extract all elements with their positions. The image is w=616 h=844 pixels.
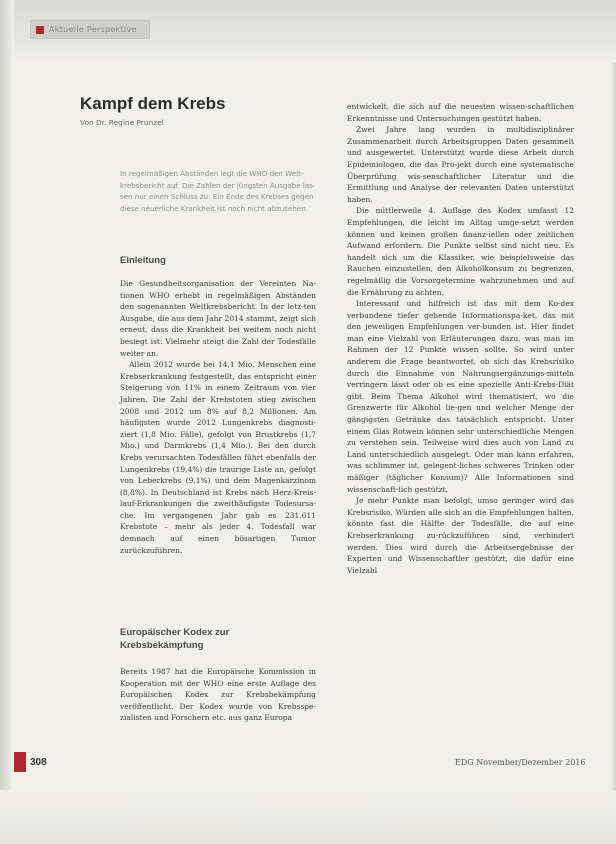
paragraph: Je mehr Punkte man befolgt, umso geringer wird das Krebsrisiko. Würden alle sich an die Empfehlungen halten, könnte fast die Hälfte der Todesfälle, die auf eine Krebserkrankung zu-rückzuführen sind, verhindert werden. Dies wird durch die Arbeitsergebnisse der Experten und Wissenschaftler gestützt, die dafür eine Vielzahl <box>347 496 574 575</box>
column-left-lower <box>120 666 316 724</box>
paragraph: Allein 2012 wurde bei 14,1 Mio. Menschen eine Krebserkrankung festgestellt, das entspricht einer Steigerung von 11% in einem Zeitraum von vier Jahren. Die Zahl der Krebstoten stieg zwischen 2008 und 2012 um 8% auf 8,2 Millionen. Am häufigsten wurde 2012 Lungenkrebs diagnosti-ziert (1,8 Mio. Fälle), gefolgt von Brustkrebs (1,7 Mio.) und Darmkrebs (1,4 Mio.). Bei den durch Krebs verursachten Todesfällen führt ebenfalls der Lungenkrebs (19,4%) die traurige Liste an, gefolgt von Leberkrebs (9,1%) und dem Magenkarzinom (8,8%). In Deutschland ist Krebs nach Herz-Kreis-lauf-Erkrankungen die zweithäufigste Todesursa-che. Im vergangenen Jahr gab es 231.611 Krebstote – mehr als jeder 4. Todesfall war demnach auf einen bösartigen Tumor zurückzuführen. <box>120 360 316 555</box>
paragraph: Die mittlerweile 4. Auflage des Kodex umfasst 12 Empfehlungen, die leicht im Alltag umge-setzt werden können und keinen großen finanz-iellen oder zeitlichen Aufwand erfordern. Die Punkte selbst sind nicht neu. Es handelt sich um die Klassiker, wie beispielsweise das Rauchen einzustellen, den Alkoholkonsum zu begrenzen, regelmäßig die Vorsorgetermine wahrzunehmen und auf die Ernährung zu achten. <box>347 206 574 297</box>
article-lead: In regelmäßigen Abständen legt die WHO den Welt-krebsbericht auf. Die Zahlen der jüngsten Ausgabe las-sen nur einen Schluss zu: Ein Ende des Krebses gegen diese neuerliche Krankheit ist noch nicht abzusehen. <box>120 169 316 214</box>
scan-edge-left <box>0 0 12 844</box>
article-byline: Von Dr. Regine Prunzel <box>80 118 164 127</box>
kicker-square-icon <box>36 26 44 34</box>
issue-label: EDG November/Dezember 2016 <box>455 758 586 767</box>
section-heading-kodex: Europäischer Kodex zur Krebsbekämpfung <box>120 627 230 651</box>
paragraph: entwickelt, die sich auf die neuesten wissen-schaftlichen Erkenntnisse und Untersuchungen gestützt haben. <box>347 102 574 123</box>
section-heading-einleitung: Einleitung <box>120 255 166 266</box>
paragraph: Bereits 1987 hat die Europäische Kommission in Kooperation mit der WHO eine erste Auflage des Europäischen Kodex zur Krebsbekämpfung veröffentlicht. Der Kodex wurde von Krebsspe-zialisten und Forschern etc. aus ganz Europa <box>120 667 316 723</box>
paragraph: Die Gesundheitsorganisation der Vereinten Na-tionen WHO erhebt in regelmäßigen Abständen den sogenannten Weltkrebsbericht. In der letz-ten Ausgabe, die aus dem Jahr 2014 stammt, zeigt sich erneut, dass die Krankheit bei weitem noch nicht besiegt ist: Vielmehr steigt die Zahl der Todesfälle weiter an. <box>120 279 316 358</box>
section-kicker <box>30 20 150 39</box>
scan-edge-right <box>610 0 616 844</box>
article-title: Kampf dem Krebs <box>80 94 226 113</box>
scan-bottom-shadow <box>0 790 616 844</box>
page-number: 308 <box>30 757 47 768</box>
paragraph: Interessant und hilfreich ist das mit dem Ko-dex verbundene tiefer gehende Informationspa-ket, das mit den jeweiligen Empfehlungen ver-bunden ist. Hier findet man eine Vielzahl von Erläuterungen dazu, was man im Rahmen der 12 Punkte wissen sollte. So wird unter anderem die Frage beantwortet, ob sich das Krebsrisiko durch die Einnahme von Nahrungsergänzungs-mitteln verringern lässt oder ob es eine spezielle Anti-Krebs-Diät gibt. Beim Thema Alkohol wird thematisiert, wo die Grenzwerte für Alkohol lie-gen und welcher Menge der gängigsten Getränke das tatsächlich entspricht. Unter einem Glas Rotwein können sehr unterschiedliche Mengen zu verstehen sein. Teilweise wird dies auch von Land zu Land unterschiedlich ausgelegt. Oder man kann erfahren, was schlimmer ist, gelegent-liches schweres Trinken oder mäßiger (täglicher Konsum)? Alle Informationen sind wissenschaft-lich gestützt. <box>347 299 574 494</box>
column-right <box>347 101 574 576</box>
paragraph: Zwei Jahre lang wurden in multidisziplinärer Zusammenarbeit durch Arbeitsgruppen Daten gesammelt und ausgewertet. Unterstützt wurde diese Arbeit durch Epidemiologen, die das Pro-jekt durch eine systematische Überprüfung wis-senschaftlicher Literatur und die Ermittlung und Analyse der relevanten Daten unterstützt haben. <box>347 125 574 204</box>
column-left-upper <box>120 278 316 556</box>
kicker-label: Aktuelle Perspektive <box>49 25 137 34</box>
footer-accent-bar <box>14 752 26 772</box>
